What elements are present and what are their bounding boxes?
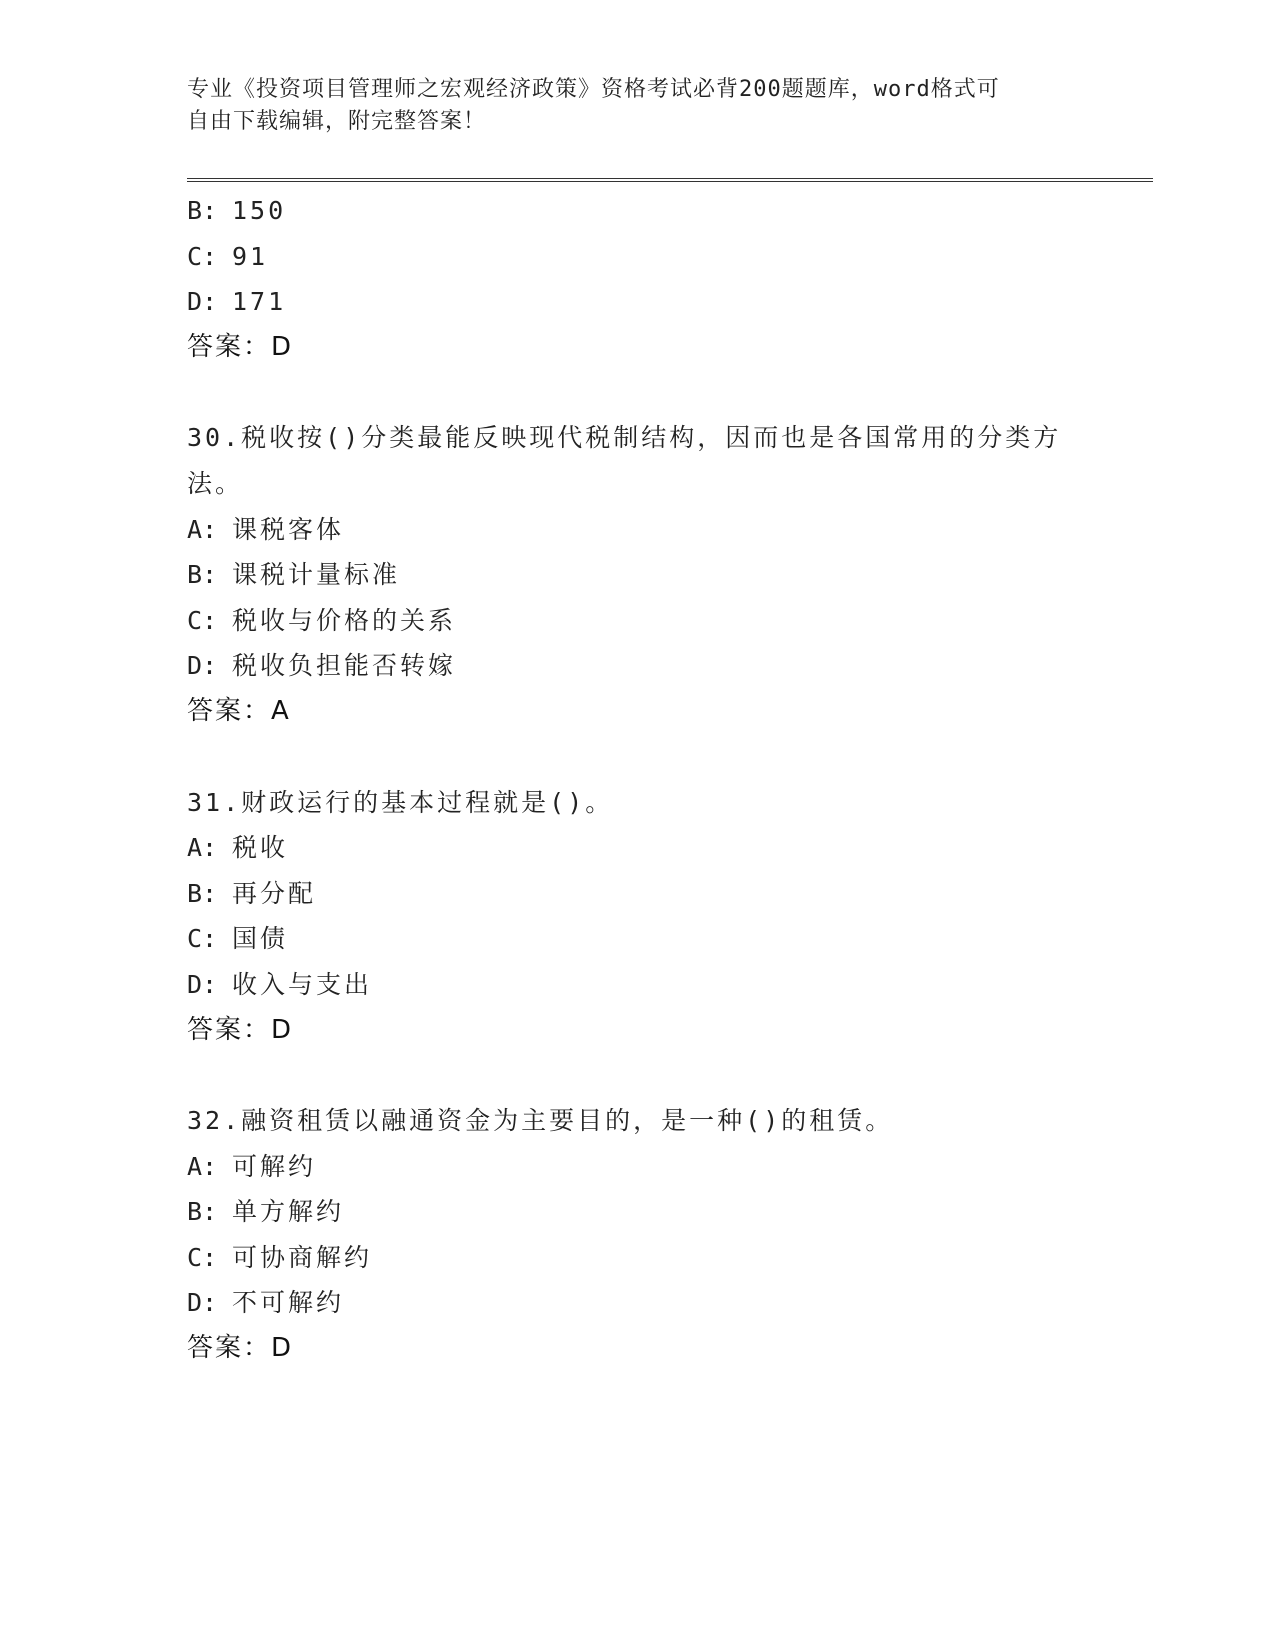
option-b: [187, 188, 1087, 234]
option-label: D:: [187, 651, 218, 681]
option-text: 税收负担能否转嫁: [232, 651, 457, 681]
option-label: B:: [187, 1197, 218, 1227]
header-divider: [187, 178, 1153, 182]
question-31: [187, 780, 1087, 1054]
option-label: D:: [187, 1288, 218, 1318]
option-label: C:: [187, 924, 218, 954]
option-c: [187, 234, 1087, 280]
question-30: [187, 415, 1087, 734]
spacer: [187, 735, 1087, 780]
spacer: [187, 370, 1087, 415]
answer-line: 答案：D: [187, 331, 294, 362]
prev-question: [187, 188, 1087, 370]
option-b: [187, 1189, 1087, 1235]
question-stem: 32.融资租赁以融通资金为主要目的，是一种()的租赁。: [187, 1106, 894, 1136]
option-label: C:: [187, 1242, 218, 1272]
option-a: [187, 825, 1087, 871]
option-a: [187, 507, 1087, 553]
option-text: 收入与支出: [232, 969, 373, 999]
option-text: 可解约: [232, 1151, 317, 1181]
option-c: [187, 598, 1087, 644]
option-text: 税收与价格的关系: [232, 605, 457, 635]
option-text: 单方解约: [232, 1197, 345, 1227]
option-text: 再分配: [232, 878, 317, 908]
question-stem: 30.税收按()分类最能反映现代税制结构，因而也是各国常用的分类方: [187, 423, 1062, 453]
option-d: [187, 962, 1087, 1008]
answer-line: 答案：A: [187, 695, 291, 726]
option-label: D:: [187, 969, 218, 999]
option-text: 可协商解约: [232, 1242, 373, 1272]
option-label: A:: [187, 833, 218, 863]
header-line-2: 自由下载编辑，附完整答案！: [187, 109, 487, 134]
option-label: A:: [187, 514, 218, 544]
option-d: [187, 643, 1087, 689]
option-label: C:: [187, 241, 218, 271]
option-text: 课税计量标准: [232, 560, 401, 590]
option-d: [187, 1280, 1087, 1326]
spacer: [187, 1053, 1087, 1098]
answer-line: 答案：D: [187, 1014, 294, 1045]
option-c: [187, 1235, 1087, 1281]
question-stem-cont: 法。: [187, 468, 244, 498]
option-text: 课税客体: [232, 514, 345, 544]
option-text: 国债: [232, 924, 289, 954]
question-content: [187, 188, 1087, 1372]
option-text: 150: [232, 196, 287, 225]
option-text: 税收: [232, 833, 289, 863]
option-text: 91: [232, 241, 269, 271]
question-32: [187, 1098, 1087, 1372]
option-label: A:: [187, 1151, 218, 1181]
option-label: B:: [187, 878, 218, 908]
header-line-1: 专业《投资项目管理师之宏观经济政策》资格考试必背200题题库，word格式可: [187, 77, 1000, 102]
option-label: C:: [187, 605, 218, 635]
option-a: [187, 1144, 1087, 1190]
option-label: B:: [187, 560, 218, 590]
option-b: [187, 871, 1087, 917]
option-label: D:: [187, 287, 218, 317]
page-header: [187, 74, 1067, 138]
option-b: [187, 552, 1087, 598]
question-stem: 31.财政运行的基本过程就是()。: [187, 787, 614, 817]
answer-line: 答案：D: [187, 1333, 294, 1364]
option-label: B:: [187, 196, 218, 225]
option-c: [187, 916, 1087, 962]
option-text: 不可解约: [232, 1288, 345, 1318]
option-d: [187, 279, 1087, 325]
option-text: 171: [232, 287, 287, 317]
